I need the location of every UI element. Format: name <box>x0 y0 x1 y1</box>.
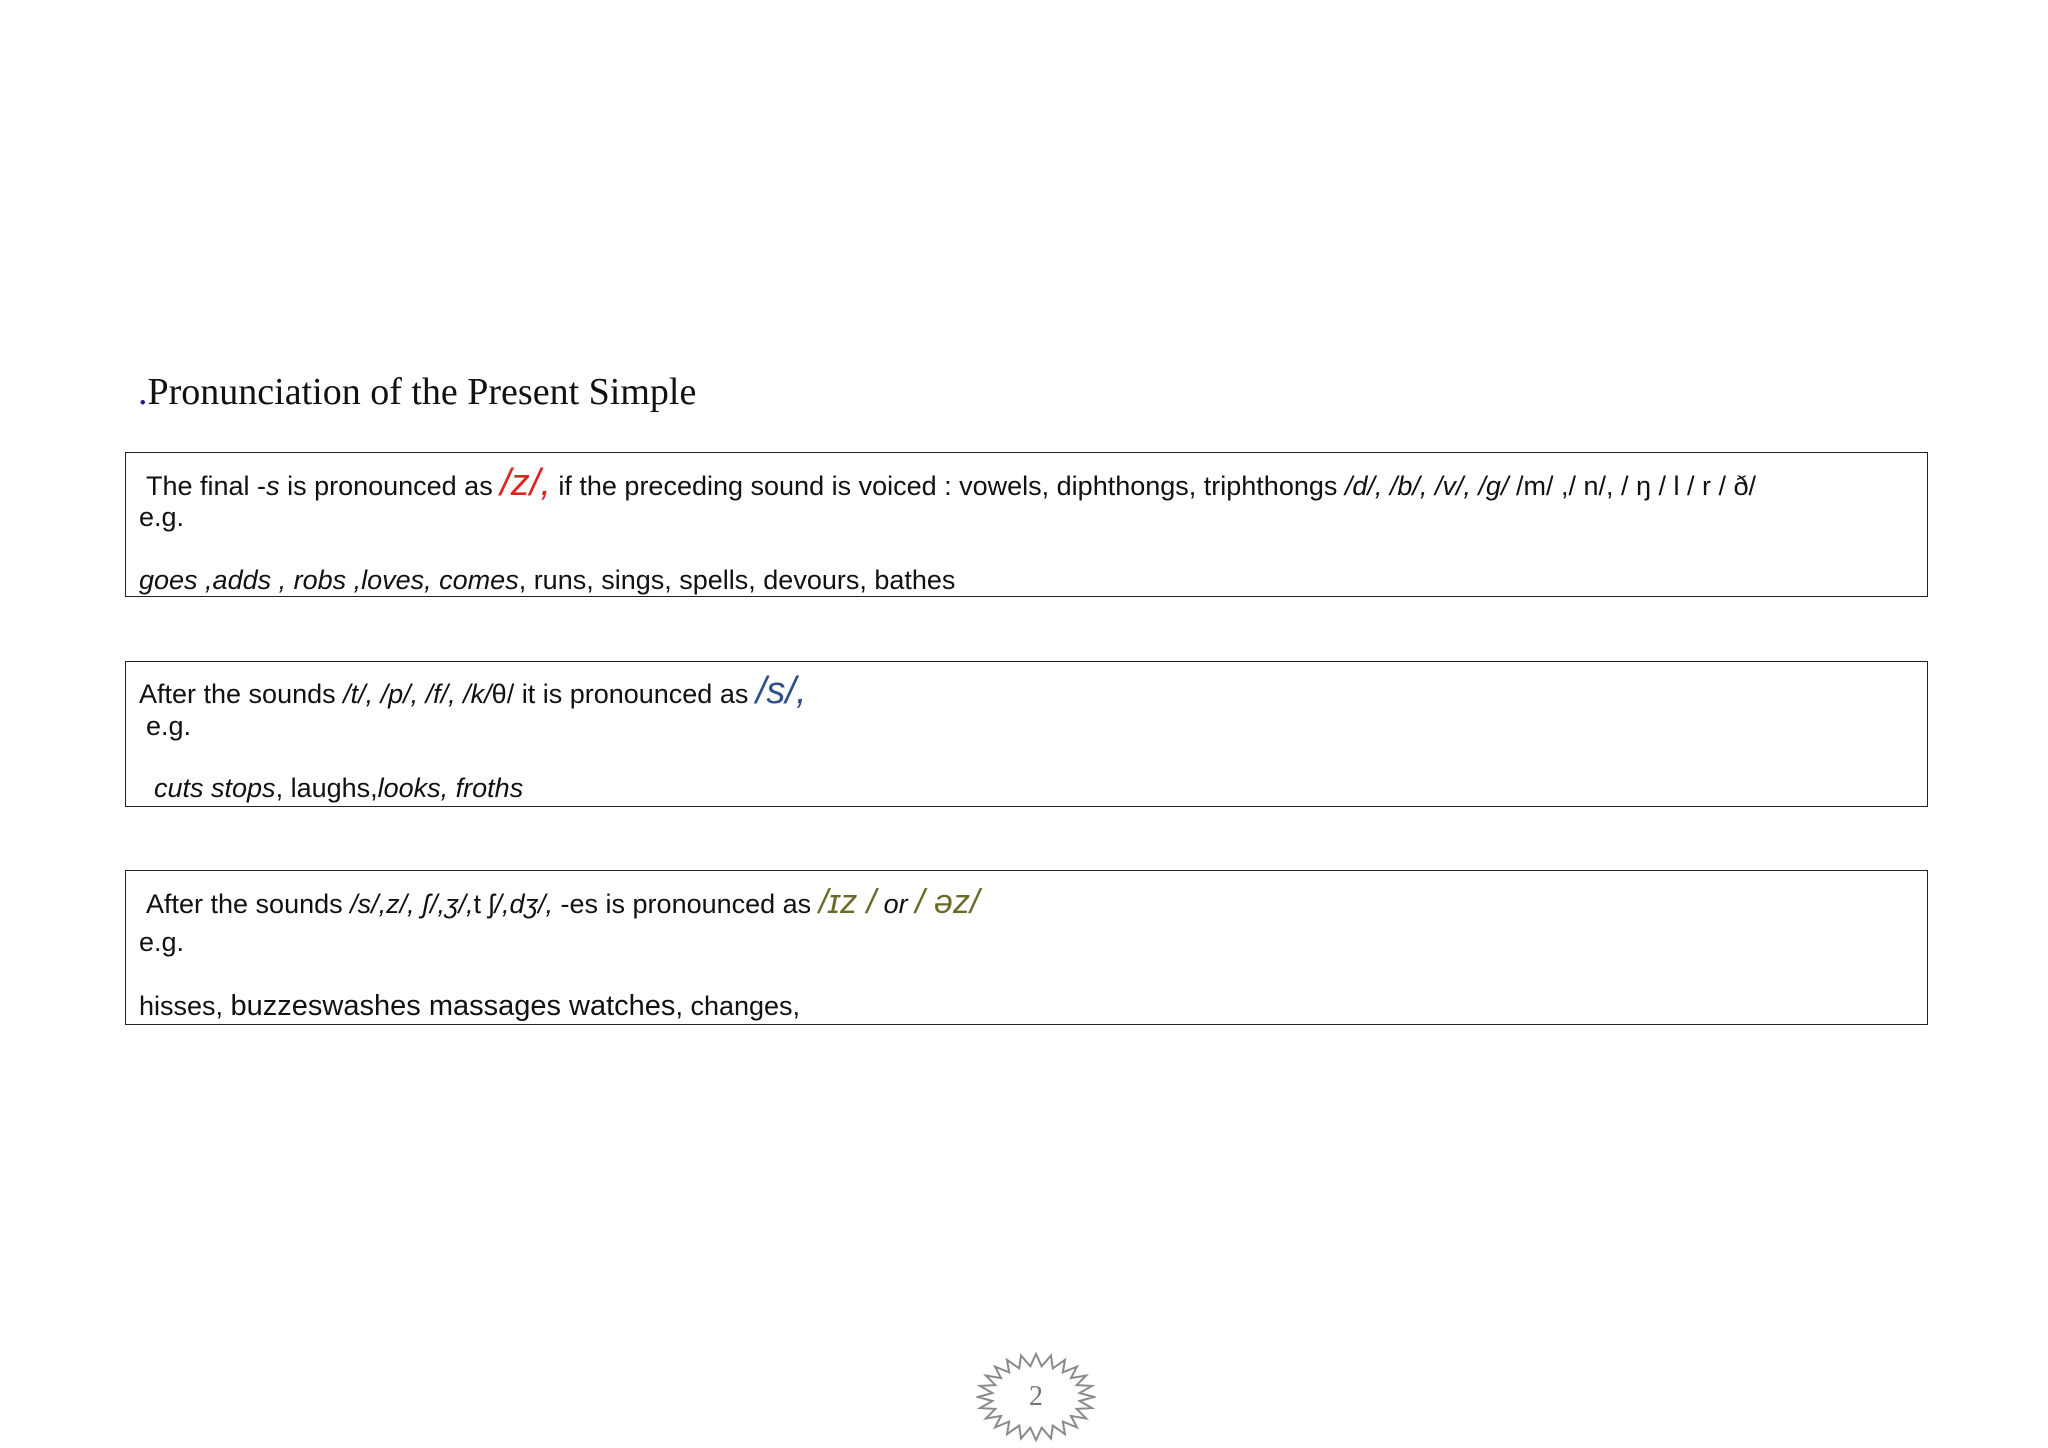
rule-box-z <box>125 452 1928 597</box>
page-title <box>138 370 696 414</box>
page-number: 2 <box>1029 1381 1043 1412</box>
voiced-sounds: /d/, /b/, /v/, /g/ <box>1344 471 1509 501</box>
rule-s-examples: cuts stops, laughs,looks, froths <box>154 773 524 803</box>
title-text: Pronunciation of the Present Simple <box>147 371 697 413</box>
phoneme-schwa-z: / əz/ <box>915 883 980 921</box>
rule-iz-statement: After the sounds /s/,z/, ʃ/,ʒ/,t ʃ/,dʒ/, -es is pronounced as /ɪz / or / əz/ <box>146 883 980 921</box>
voiceless-sounds: /t/, /p/, /f/, /k/ <box>343 679 492 709</box>
rule-box-s <box>125 661 1928 807</box>
rule-iz-examples: hisses, buzzeswashes massages watches, changes, <box>139 990 801 1022</box>
rule-box-iz <box>125 870 1928 1025</box>
rule-z-statement: The final -s is pronounced as /z/, if the preceding sound is voiced : vowels, diphthongs, triphthongs /d/, /b/, /v/, /g/ /m/ ,/ n/, / ŋ / l / r / ð/ <box>146 462 1757 504</box>
rule-z-eg-label: e.g. <box>139 502 185 532</box>
rule-iz-eg-label: e.g. <box>139 927 185 957</box>
sibilant-sounds: /s/,z/, ʃ/,ʒ/, <box>350 889 474 919</box>
page-number-badge <box>976 1352 1096 1442</box>
rule-z-examples: goes ,adds , robs ,loves, comes, runs, sings, spells, devours, bathes <box>139 565 956 595</box>
title-dot: . <box>138 371 148 413</box>
rule-s-statement: After the sounds /t/, /p/, /f/, /k/θ/ it is pronounced as /s/, <box>139 670 807 712</box>
phoneme-s: /s/, <box>755 670 807 712</box>
phoneme-iz: /ɪz / <box>818 883 877 921</box>
phoneme-z: /z/, <box>500 462 551 504</box>
rule-s-eg-label: e.g. <box>146 711 192 741</box>
